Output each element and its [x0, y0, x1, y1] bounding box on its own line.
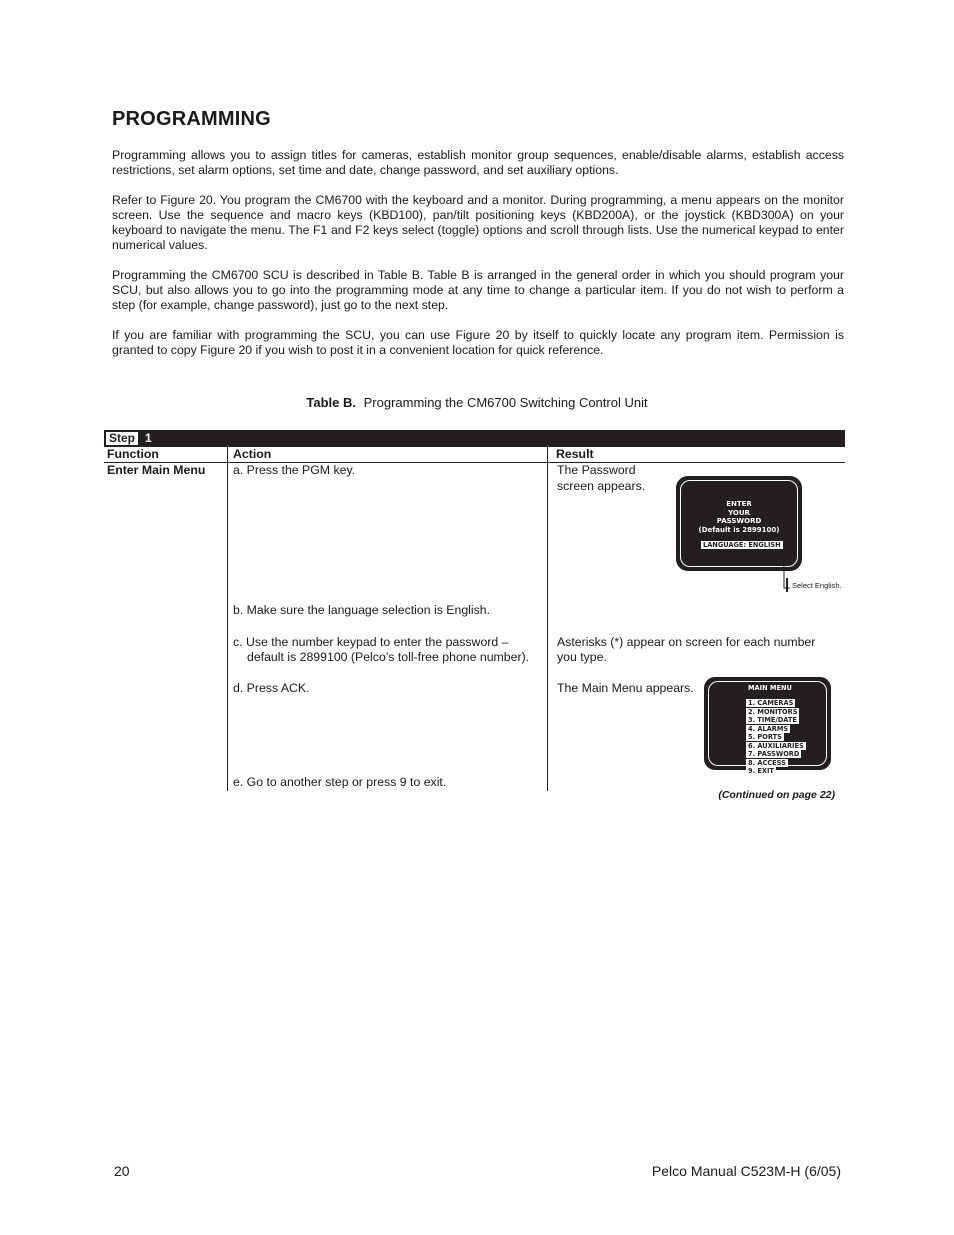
table-caption	[0, 395, 954, 410]
table-caption-label: Table B.	[306, 395, 356, 410]
action-d: d. Press ACK.	[233, 681, 310, 695]
step-header-bar	[104, 430, 845, 447]
figure-reference-paragraph: Refer to Figure 20. You program the CM6700 with the keyboard and a monitor. During programming, a menu appears on the monitor screen. Use the sequence and macro keys (KBD100), pan/tilt positioning keys (KBD200A), or the joystick (KBD300A) on your keyboard to navigate the menu. The F1 and F2 keys select (toggle) options and scroll through lists. Use the numerical keypad to enter numerical values.	[112, 193, 844, 252]
callout-line	[770, 535, 794, 593]
function-cell: Enter Main Menu	[107, 463, 206, 477]
password-line-your: YOUR	[728, 508, 750, 517]
result-c-line1: Asterisks (*) appear on screen for each number	[557, 635, 816, 649]
password-line-password: PASSWORD	[716, 517, 762, 525]
action-a: a. Press the PGM key.	[233, 463, 356, 477]
main-menu-monitor-screen	[704, 677, 831, 775]
column-header-function: Function	[107, 447, 159, 461]
menu-item-alarms: 4. ALARMS	[748, 724, 789, 733]
intro-paragraph: Programming allows you to assign titles for cameras, establish monitor group sequences, enable/disable alarms, establish access restrictions, set alarm options, set time and date, change password, and set auxiliary options.	[112, 148, 844, 177]
result-a-line2: screen appears.	[557, 479, 646, 493]
menu-item-ports: 5. PORTS	[748, 733, 782, 741]
password-line-enter: ENTER	[726, 500, 752, 508]
action-b: b. Make sure the language selection is English.	[233, 603, 491, 617]
select-english-callout: Select English.	[792, 581, 842, 590]
step-label: Step	[106, 432, 138, 445]
language-selection: LANGUAGE: ENGLISH	[703, 541, 781, 549]
action-c-line1: c. Use the number keypad to enter the password –	[233, 635, 509, 649]
menu-item-exit: 9. EXIT	[748, 767, 774, 775]
action-e: e. Go to another step or press 9 to exit.	[233, 775, 447, 789]
header-divider	[104, 462, 845, 463]
continued-note: (Continued on page 22)	[718, 789, 835, 801]
menu-item-monitors: 2. MONITORS	[748, 707, 798, 716]
quick-reference-paragraph: If you are familiar with programming the SCU, you can use Figure 20 by itself to quickly locate any program item. Permission is granted to copy Figure 20 if you wish to post it in a convenient location for quick reference.	[112, 328, 844, 357]
column-header-action: Action	[233, 447, 272, 461]
result-d: The Main Menu appears.	[557, 681, 694, 695]
password-line-default: (Default is 2899100)	[698, 525, 780, 534]
menu-item-cameras: 1. CAMERAS	[748, 699, 794, 707]
column-header-result: Result	[556, 447, 594, 461]
main-menu-screen-inner	[708, 681, 827, 775]
table-description-paragraph: Programming the CM6700 SCU is described in Table B. Table B is arranged in the general order in which you should program your SCU, but also allows you to go into the programming mode at any time to change a particular item. If you do not wish to perform a step (for example, change password), just go to the next step.	[112, 268, 844, 312]
column-divider-1	[227, 447, 228, 791]
manual-reference: Pelco Manual C523M-H (6/05)	[651, 1163, 841, 1179]
menu-item-access: 8. ACCESS	[748, 758, 786, 767]
page-heading: PROGRAMMING	[112, 108, 271, 130]
result-c-line2: you type.	[557, 650, 607, 664]
action-c-line2: default is 2899100 (Pelco’s toll-free phone number).	[247, 650, 530, 664]
menu-item-password: 7. PASSWORD	[748, 750, 800, 758]
table-caption-title: Programming the CM6700 Switching Control Unit	[363, 395, 648, 410]
column-divider-2	[547, 447, 548, 791]
menu-item-time-date: 3. TIME/DATE	[748, 716, 797, 724]
menu-item-auxiliaries: 6. AUXILIARIES	[748, 741, 804, 750]
main-menu-title: MAIN MENU	[748, 684, 792, 692]
result-a-line1: The Password	[557, 463, 636, 477]
step-number: 1	[145, 431, 152, 445]
page-number: 20	[114, 1163, 130, 1179]
